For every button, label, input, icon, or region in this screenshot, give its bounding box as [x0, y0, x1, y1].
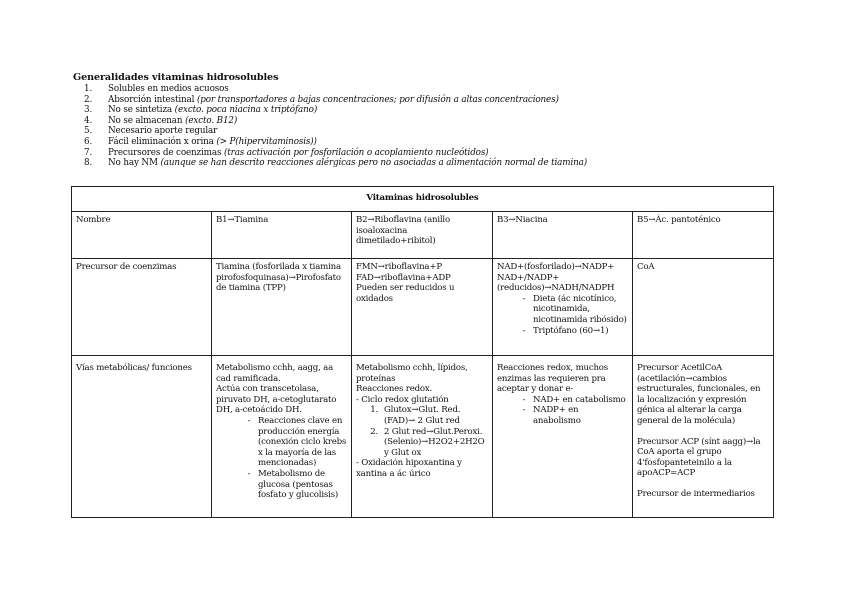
- generalities-list: [84, 84, 587, 169]
- cell-b2-vias: Metabolismo cchh, lípidos, proteínas Reacciones redox. - Ciclo redox glutatión 1. Glutox→Glut. Red.(FAD)→ 2 Glut red 2. 2 Glut red→Glut.Peroxi.(Selenio)→H2O2+2H2O y Glut ox - Oxidación hipoxantina y xantina a ác úrico: [352, 356, 493, 518]
- list-item: 4. No se almacenan (excto. B12): [84, 115, 238, 126]
- row-label-precursor: Precursor de coenzimas: [72, 259, 212, 356]
- cell-b5-precursor: CoA: [633, 259, 774, 356]
- list-item: 8. No hay NM (aunque se han descrito reacciones alérgicas pero no asociadas a alimentación normal de tiamina): [84, 158, 587, 169]
- table-row: [72, 356, 774, 518]
- list-item: 6. Fácil eliminación x orina (> P(hipervitaminosis)): [84, 136, 317, 147]
- header-b2: B2→Riboflavina (anillo isoaloxacina dimetilado+ribitol): [352, 212, 493, 259]
- list-item: 5. Necesario aporte regular: [84, 126, 218, 137]
- bullet-item: - NADP+ en anabolismo: [522, 405, 581, 426]
- cell-b3-precursor: NAD+(fosforilado)→NADP+ NAD+/NADP+(reducidos)→NADH/NADPH - Dieta (ác nicotínico, nicotinamida, nicotinamida ribósido) - Triptófano (60→1): [493, 259, 633, 356]
- numbered-item: 2. 2 Glut red→Glut.Peroxi.(Selenio)→H2O2+2H2O y Glut ox: [370, 426, 485, 458]
- header-b1: B1→Tiamina: [212, 212, 352, 259]
- table-title: Vitaminas hidrosolubles: [72, 187, 774, 212]
- section-heading: Generalidades vitaminas hidrosolubles: [73, 72, 279, 83]
- row-label-vias: Vías metabólicas/ funciones: [72, 356, 212, 518]
- table-row: [72, 259, 774, 356]
- cell-b1-precursor: Tiamina (fosforilada x tiamina pirofosfoquinasa)→Pirofosfato de tiamina (TPP): [212, 259, 352, 356]
- list-item: 7. Precursores de coenzimas (tras activación por fosforilación o acoplamiento nucleótidos): [84, 147, 489, 158]
- list-item: 2. Absorción intestinal (por transportadores a bajas concentraciones; por difusión a altas concentraciones): [84, 94, 559, 105]
- numbered-item: 1. Glutox→Glut. Red.(FAD)→ 2 Glut red: [370, 405, 461, 426]
- cell-b3-vias: Reacciones redox, muchos enzimas las requieren pra aceptar y donar e- - NAD+ en catabolismo - NADP+ en anabolismo: [493, 356, 633, 518]
- cell-b2-precursor: FMN→riboflavina+P FAD→riboflavina+ADP Pueden ser reducidos u oxidados: [352, 259, 493, 356]
- bullet-item: - Triptófano (60→1): [522, 325, 609, 336]
- list-item: 3. No se sintetiza (excto. poca niacina x triptófano): [84, 105, 318, 116]
- table-header-row: [72, 212, 774, 259]
- bullet-item: - Dieta (ác nicotínico, nicotinamida, nicotinamida ribósido): [522, 293, 627, 325]
- list-item: 1. Solubles en medios acuosos: [84, 84, 229, 94]
- bullet-item: - NAD+ en catabolismo: [522, 394, 626, 405]
- bullet-item: - Metabolismo de glucosa (pentosas fosfato y glucolisis): [247, 468, 339, 501]
- header-b5: B5→Ác. pantoténico: [633, 212, 774, 259]
- header-b3: B3→Niacina: [493, 212, 633, 259]
- vitamins-table: [71, 186, 774, 518]
- cell-b5-vias: Precursor AcetilCoA (acetilación→cambios estructurales, funcionales, en la localización y expresión génica al alterar la carga general de la molécula) Precursor ACP (sínt aagg)→la CoA aporta el grupo 4'fosfopanteteinilo a la apoACP=ACP Precursor de intermediarios: [633, 356, 774, 518]
- header-nombre: Nombre: [72, 212, 212, 259]
- cell-b1-vias: Metabolismo cchh, aagg, aa cad ramificada. Actúa con transcetolasa, piruvato DH, a-cetoglutarato DH, a-cetoácido DH. - Reacciones clave en producción energía (conexión ciclo krebs x la mayoría de las mencionadas) - Metabolismo de glucosa (pentosas fosfato y glucolisis): [212, 356, 352, 518]
- bullet-item: - Reacciones clave en producción energía (conexión ciclo krebs x la mayoría de las mencionadas): [247, 415, 347, 469]
